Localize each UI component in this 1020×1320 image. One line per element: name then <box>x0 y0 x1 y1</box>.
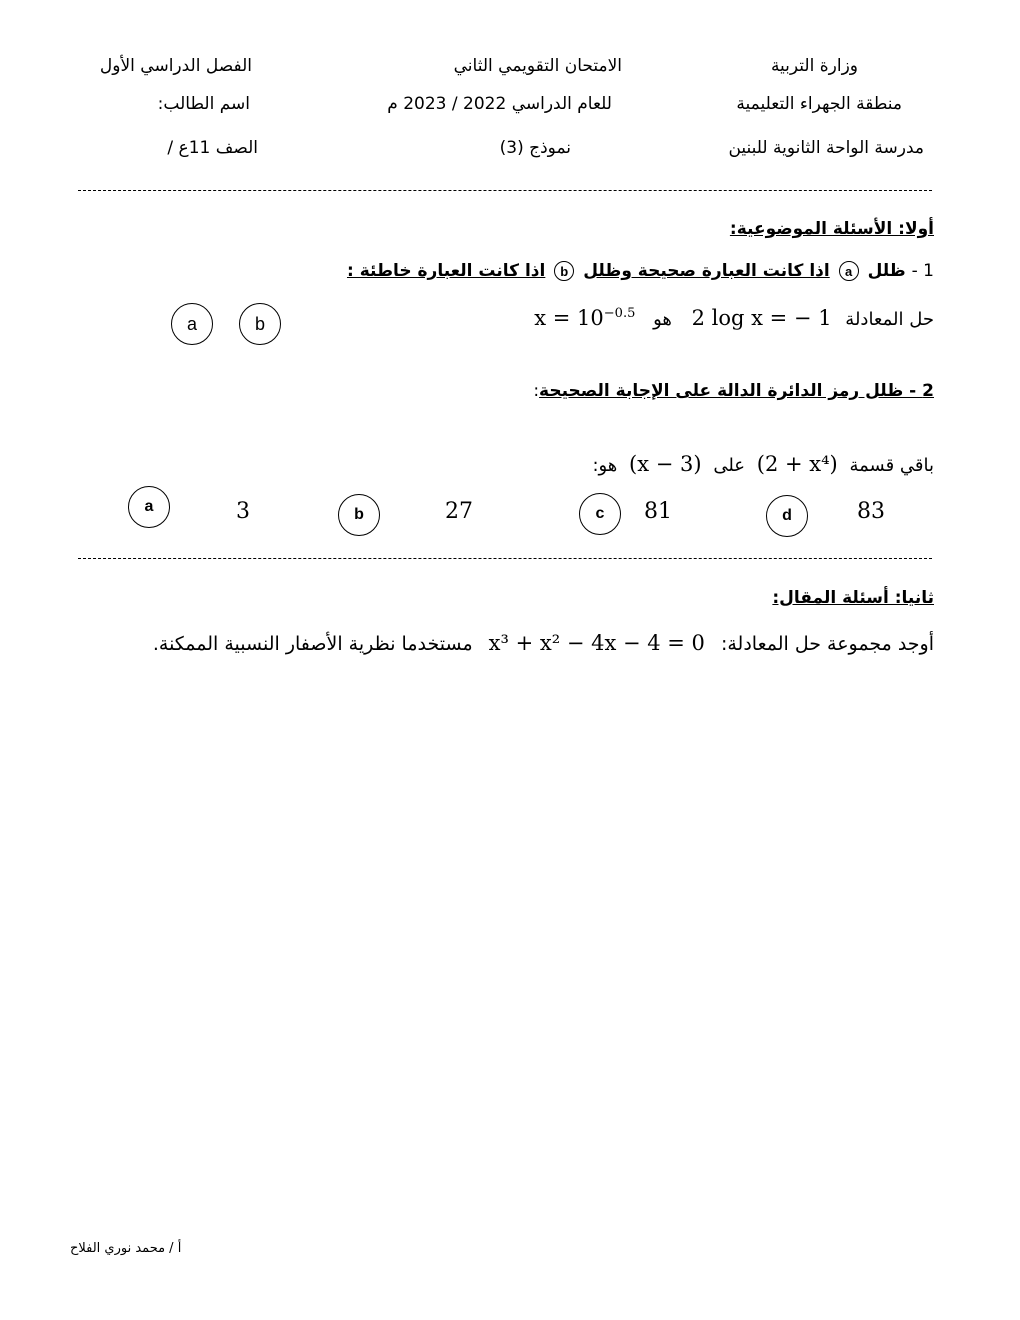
q2-title-line <box>533 381 934 401</box>
essay-question <box>153 631 934 655</box>
q2-is-word: هو: <box>592 455 618 476</box>
section-divider <box>78 558 932 559</box>
q1-instruction <box>347 261 934 281</box>
q1-instr-end: اذا كانت العبارة خاطئة : <box>346 261 546 281</box>
region-name: منطقة الجهراء التعليمية <box>736 94 902 114</box>
semester: الفصل الدراسي الأول <box>99 56 252 76</box>
essay-equation: x³ + x² − 4x − 4 = 0 <box>488 631 705 655</box>
essay-question-suffix: مستخدما نظرية الأصفار النسبية الممكنة. <box>152 633 473 655</box>
academic-year: للعام الدراسي 2022 / 2023 م <box>387 94 612 114</box>
q1-equation: 2 log x = − 1 <box>691 306 832 330</box>
q1-statement-prefix: حل المعادلة <box>845 309 934 330</box>
q2-on-word: على <box>713 455 746 476</box>
q2-choice-b-value: 27 <box>445 499 473 524</box>
q1-option-b[interactable]: b <box>239 303 281 345</box>
school-name: مدرسة الواحة الثانوية للبنين <box>728 138 924 158</box>
q1-statement <box>534 306 934 330</box>
q2-divisor: (x − 3) <box>629 452 702 476</box>
q2-choice-b-circle[interactable]: b <box>338 494 380 536</box>
q1-number: 1 - <box>911 261 934 281</box>
grade-label: الصف 11ع / <box>167 138 258 158</box>
exam-title: الامتحان التقويمي الثاني <box>453 56 622 76</box>
author-footer: أ / محمد نوري الفلاح <box>70 1241 182 1256</box>
q2-stem-prefix: باقي قسمة <box>849 455 934 476</box>
q2-choice-d-value: 83 <box>857 499 885 524</box>
essay-question-prefix: أوجد مجموعة حل المعادلة: <box>720 633 934 655</box>
q2-stem <box>592 452 934 476</box>
q1-solution <box>534 306 635 330</box>
q1-option-a[interactable]: a <box>171 303 213 345</box>
q2-choice-d-circle[interactable]: d <box>766 495 808 537</box>
q1-inline-circle-b: b <box>554 261 574 281</box>
q2-choice-a-value: 3 <box>236 499 250 524</box>
q1-instr-shade: ظلل <box>867 261 906 281</box>
section2-title: ثانيا: أسئلة المقال: <box>772 588 934 608</box>
q2-choice-c-circle[interactable]: c <box>579 493 621 535</box>
q2-title-colon: : <box>533 381 540 401</box>
q1-instr-mid: اذا كانت العبارة صحيحة وظلل <box>583 261 830 281</box>
model-number: نموذج (3) <box>499 138 571 158</box>
section1-title: أولا: الأسئلة الموضوعية: <box>729 219 934 239</box>
header-divider <box>78 190 932 191</box>
q1-is-word: هو <box>653 309 672 330</box>
q1-inline-circle-a: a <box>839 261 859 281</box>
q1-solution-exponent: −0.5 <box>603 306 636 321</box>
q2-choice-c-value: 81 <box>644 499 672 524</box>
student-name-label: اسم الطالب: <box>157 94 250 114</box>
q1-solution-base: x = 10 <box>534 306 604 330</box>
q2-dividend: (2 + x⁴) <box>756 452 838 476</box>
ministry-name: وزارة التربية <box>770 56 858 76</box>
q2-title: 2 - ظلل رمز الدائرة الدالة على الإجابة الصحيحة <box>539 381 934 401</box>
q2-choice-a-circle[interactable]: a <box>128 486 170 528</box>
